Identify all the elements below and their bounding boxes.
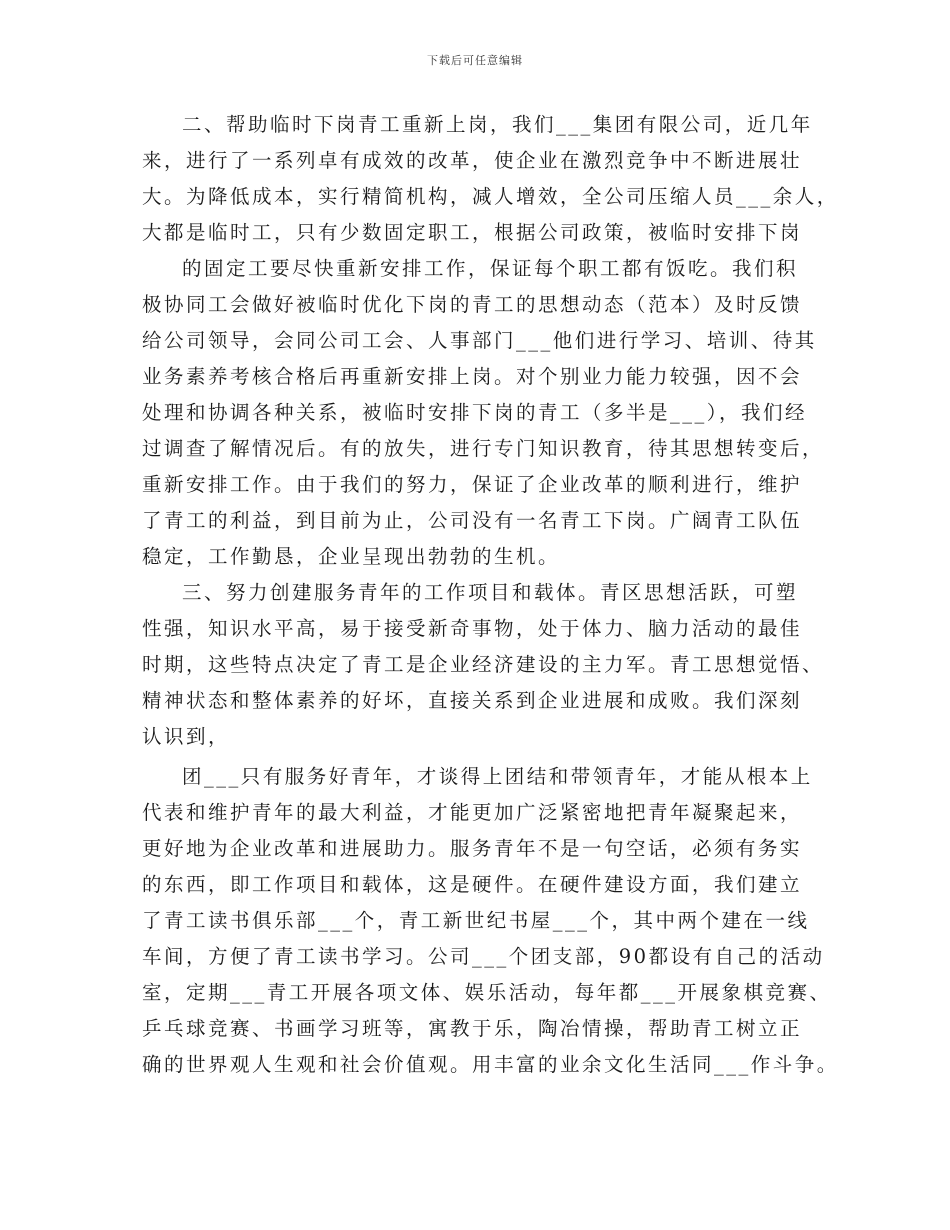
paragraph-line: 了青工读书俱乐部___个，青工新世纪书屋___个，其中两个建在一线 xyxy=(142,909,810,932)
paragraph-line: 更好地为企业改革和进展助力。服务青年不是一句空话，必须有务实 xyxy=(142,837,803,860)
paragraph-line: 了青工的利益，到目前为止，公司没有一名青工下岗。广阔青工队伍 xyxy=(142,509,803,532)
paragraph-line: 大都是临时工，只有少数固定职工，根据公司政策，被临时安排下岗 xyxy=(142,221,803,244)
paragraph-line: 性强，知识水平高，易于接受新奇事物，处于体力、脑力活动的最佳 xyxy=(142,617,803,640)
paragraph-line: 代表和维护青年的最大利益，才能更加广泛紧密地把青年凝聚起来， xyxy=(142,801,803,824)
paragraph-line: 认识到， xyxy=(142,725,231,748)
paragraph-line: 二、帮助临时下岗青工重新上岗，我们___集团有限公司，近几年 xyxy=(182,113,813,136)
paragraph-line: 的固定工要尽快重新安排工作，保证每个职工都有饭吃。我们积 xyxy=(182,257,799,280)
paragraph-line: 乒乓球竞赛、书画学习班等，寓教于乐，陶冶情操，帮助青工树立正 xyxy=(142,1017,803,1040)
paragraph-line: 重新安排工作。由于我们的努力，保证了企业改革的顺利进行，维护 xyxy=(142,473,803,496)
paragraph-line: 大。为降低成本，实行精简机构，减人增效，全公司压缩人员___余人， xyxy=(142,185,839,208)
paragraph-line: 业务素养考核合格后再重新安排上岗。对个别业力能力较强，因不会 xyxy=(142,365,803,388)
paragraph-line: 确的世界观人生观和社会价值观。用丰富的业余文化生活同___作斗争。 xyxy=(142,1053,839,1076)
paragraph-line: 精神状态和整体素养的好坏，直接关系到企业进展和成败。我们深刻 xyxy=(142,689,803,712)
paragraph-line: 室，定期___青工开展各项文体、娱乐活动，每年都___开展象棋竞赛、 xyxy=(142,981,832,1004)
paragraph-line: 时期，这些特点决定了青工是企业经济建设的主力军。青工思想觉悟、 xyxy=(142,653,825,676)
paragraph-line: 处理和协调各种关系，被临时安排下岗的青工（多半是___），我们经 xyxy=(142,401,808,424)
paragraph-line: 极协同工会做好被临时优化下岗的青工的思想动态（范本）及时反馈 xyxy=(142,293,803,316)
paragraph-line: 三、努力创建服务青年的工作项目和载体。青区思想活跃，可塑 xyxy=(182,581,799,604)
paragraph-line: 来，进行了一系列卓有成效的改革，使企业在激烈竞争中不断进展壮 xyxy=(142,149,803,172)
document-body xyxy=(142,112,839,1088)
paragraph-line: 给公司领导，会同公司工会、人事部门___他们进行学习、培训、待其 xyxy=(142,329,817,352)
page-header: 下载后可任意编辑 xyxy=(427,54,523,67)
paragraph-line: 的东西，即工作项目和载体，这是硬件。在硬件建设方面，我们建立 xyxy=(142,873,803,896)
paragraph-line: 过调查了解情况后。有的放失，进行专门知识教育，待其思想转变后， xyxy=(142,437,825,460)
paragraph-line: 团___只有服务好青年，才谈得上团结和带领青年，才能从根本上 xyxy=(182,765,813,788)
paragraph-line: 车间，方便了青工读书学习。公司___个团支部，90都设有自己的活动 xyxy=(142,945,825,968)
paragraph-line: 稳定，工作勤恳，企业呈现出勃勃的生机。 xyxy=(142,545,561,568)
